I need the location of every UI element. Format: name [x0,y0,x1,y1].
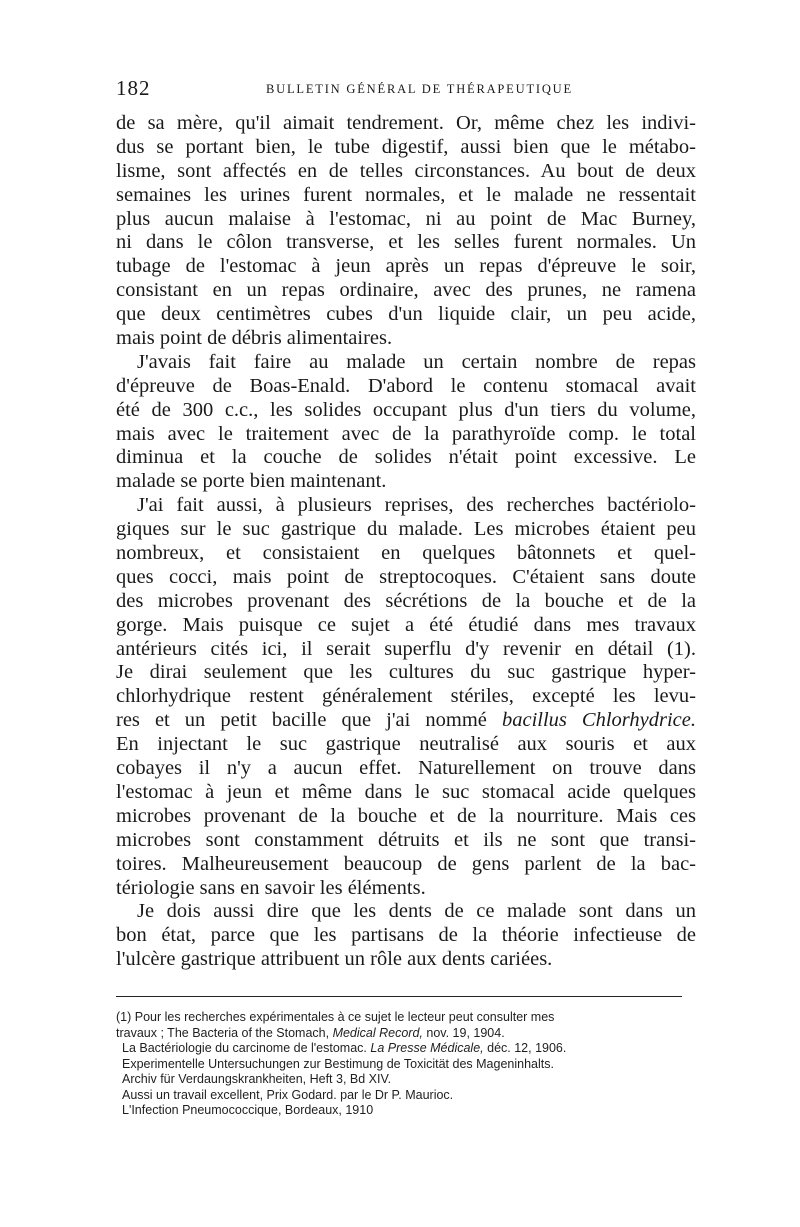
journal-title: Medical Record, [332,1025,423,1040]
body-line: cobayes il n'y a aucun effet. Naturellement on trouve dans [116,757,696,780]
body-line: microbes provenant de la bouche et de la nourriture. Mais ces [116,804,696,827]
body-text [116,112,696,972]
footnotes [116,1010,696,1119]
body-line: l'estomac à jeun et même dans le suc stomacal acide quelques [116,780,696,803]
body-line: giques sur le suc gastrique du malade. Les microbes étaient peu [116,518,696,541]
footnote-text: travaux ; The Bacteria of the Stomach, [116,1025,330,1040]
body-line [116,709,696,733]
body-line: dus se portant bien, le tube digestif, aussi bien que le métabo- [116,135,696,158]
body-line: plus aucun malaise à l'estomac, ni au point de Mac Burney, [116,207,696,230]
body-line: consistant en un repas ordinaire, avec des prunes, ne ramena [116,279,696,302]
body-line: ni dans le côlon transverse, et les selles furent normales. Un [116,231,696,254]
page-number: 182 [116,76,151,100]
footnote-line: L'Infection Pneumococcique, Bordeaux, 1910 [122,1103,374,1117]
body-line: Je dirai seulement que les cultures du suc gastrique hyper- [116,661,696,684]
footnote-line [116,1041,696,1057]
body-line: de sa mère, qu'il aimait tendrement. Or, même chez les indivi- [116,112,696,134]
body-line: toires. Malheureusement beaucoup de gens parlent de la bac- [116,852,696,875]
footnote-line: Aussi un travail excellent, Prix Godard. par le Dr P. Maurioc. [122,1087,454,1102]
body-line: chlorhydrique restent généralement stériles, excepté les levu- [116,685,696,708]
running-title: BULLETIN GÉNÉRAL DE THÉRAPEUTIQUE [266,82,573,96]
journal-title: La Presse Médicale, [370,1041,484,1055]
body-line: que deux centimètres cubes d'un liquide clair, un peu acide, [116,303,696,326]
page-header [116,74,696,104]
footnote-line: Experimentelle Untersuchungen zur Bestimung de Toxicität des Mageninhalts. [122,1056,554,1071]
body-line: lisme, sont affectés en de telles circonstances. Au bout de deux [116,159,696,182]
body-line: tubage de l'estomac à jeun après un repas d'épreuve le soir, [116,255,696,278]
body-line: En injectant le suc gastrique neutralisé aux souris et aux [116,733,696,756]
body-line: mais point de débris alimentaires. [116,327,393,350]
body-line: d'épreuve de Boas-Enald. D'abord le contenu stomacal avait [116,374,696,397]
body-line: tériologie sans en savoir les éléments. [116,876,426,899]
body-line-text: res et un petit bacille que j'ai nommé [116,709,487,732]
footnote-text: déc. 12, 1906. [487,1041,567,1055]
body-line: Je dois aussi dire que les dents de ce malade sont dans un [137,900,696,923]
footnote-text: La Bactériologie du carcinome de l'estomac. [122,1041,367,1055]
body-line: l'ulcère gastrique attribuent un rôle aux dents cariées. [116,948,553,971]
footnote-divider [116,996,682,997]
body-line: bon état, parce que les partisans de la théorie infectieuse de [116,924,696,947]
body-line: ques cocci, mais point de streptocoques. C'étaient sans doute [116,565,696,588]
footnote-line [116,1026,696,1042]
body-line: gorge. Mais puisque ce sujet a été étudié dans mes travaux [116,613,696,636]
body-line: été de 300 c.c., les solides occupant plus d'un tiers du volume, [116,398,696,421]
body-line: semaines les urines furent normales, et le malade ne ressentait [116,183,696,206]
italic-term: bacillus Chlorhydrice. [501,709,697,732]
footnote-line: Archiv für Verdaungskrankheiten, Heft 3, Bd XIV. [122,1072,392,1086]
footnote-text: nov. 19, 1904. [426,1025,505,1040]
body-line: J'ai fait aussi, à plusieurs reprises, des recherches bactériolo- [137,494,696,517]
body-line: des microbes provenant des sécrétions de la bouche et de la [116,589,696,612]
body-line: microbes sont constamment détruits et ils ne sont que transi- [116,828,696,851]
body-line: antérieurs cités ici, il serait superflu d'y revenir en détail (1). [116,637,696,660]
body-line: malade se porte bien maintenant. [116,470,387,493]
footnote-line: (1) Pour les recherches expérimentales à ce sujet le lecteur peut consulter mes [116,1010,555,1024]
body-line: diminua et la couche de solides n'était point excessive. Le [116,446,696,469]
body-line: J'avais fait faire au malade un certain nombre de repas [137,350,696,373]
body-line: nombreux, et consistaient en quelques bâtonnets et quel- [116,542,696,565]
body-line: mais avec le traitement avec de la parathyroïde comp. le total [116,422,696,445]
